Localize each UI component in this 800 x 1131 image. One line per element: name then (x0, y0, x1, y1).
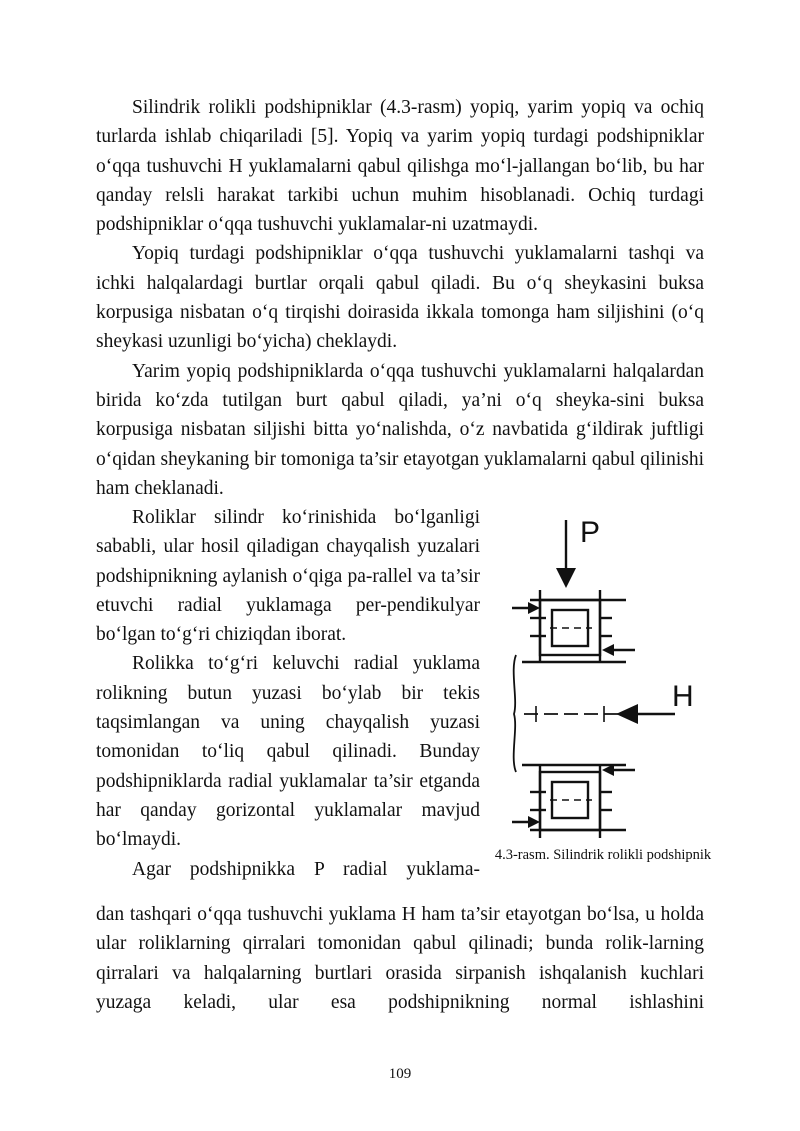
body-text-bottom (96, 900, 704, 1017)
figure-caption: 4.3-rasm. Silindrik rolikli podshipnik (494, 847, 712, 863)
h-arrowhead (616, 704, 638, 724)
paragraph: Agar podshipnikka P radial yuklama- (132, 858, 480, 880)
body-text-left-column (96, 503, 480, 884)
paragraph: Roliklar silindr ko‘rinishida bo‘lganligi sababli, ular hosil qiladigan chayqalish yuzalari podshipnikning aylanish o‘qiga pa-rallel va ta’sir etuvchi radial yuklamaga per-pendikulyar bo‘lgan to‘g‘ri chiziqdan iborat. (96, 507, 480, 646)
label-p: P (580, 516, 601, 549)
p-arrowhead (556, 568, 576, 588)
label-h: H (672, 680, 694, 713)
paragraph: dan tashqari o‘qqa tushuvchi yuklama H ham ta’sir etayotgan bo‘lsa, u holda ular roliklarning qirralari tomonidan qabul qilinadi; bunda rolik-larning qirralari va halqalarning burtlari orasida sirpanish ishqalanish kuchlari yuzaga keladi, ular esa podshipnikning normal ishlashini (96, 904, 704, 1013)
bearing-diagram (500, 510, 710, 850)
bearing-figure (500, 510, 710, 850)
page-number: 109 (388, 1066, 412, 1082)
paragraph: Rolikka to‘g‘ri keluvchi radial yuklama rolikning butun yuzasi bo‘ylab bir tekis taqsimlangan va uning chayqalish yuzasi tomonidan to‘liq qabul qilinadi. Bunday podshipniklarda radial yuklamalar ta’sir etganda har qanday gorizontal yuklamalar mavjud bo‘lmaydi. (96, 653, 480, 851)
body-text-top (96, 93, 704, 503)
paragraph: Yarim yopiq podshipniklarda o‘qqa tushuvchi yuklamalarni halqalardan birida ko‘zda tutilgan burt qabul qiladi, ya’ni o‘q sheyka-sini buksa korpusiga nisbatan siljishi bitta yo‘nalishda, o‘z navbatida g‘ildirak juftligi o‘qidan sheykaning bir tomoniga ta’sir etayotgan yuklamalarni qabul qilinishi ham cheklanadi. (96, 360, 704, 499)
paragraph: Yopiq turdagi podshipniklar o‘qqa tushuvchi yuklamalarni tashqi va ichki halqalardagi burtlar orqali qabul qiladi. Bu o‘q sheykasini buksa korpusiga nisbatan o‘q tirqishi doirasida ikkala tomonga ham siljishini (o‘q sheykasi uzunligi bo‘yicha) cheklaydi. (96, 243, 704, 353)
paragraph: Silindrik rolikli podshipniklar (4.3-rasm) yopiq, yarim yopiq va ochiq turlarda ishlab chiqariladi [5]. Yopiq va yarim yopiq turdagi podshipniklar o‘qqa tushuvchi H yuklamalarni qabul qilishga mo‘l-jallangan bo‘lib, bu har qanday relsli harakat tarkibi uchun muhim hisoblanadi. Ochiq turdagi podshipniklar o‘qqa tushuvchi yuklamalar-ni uzatmaydi. (96, 97, 704, 236)
